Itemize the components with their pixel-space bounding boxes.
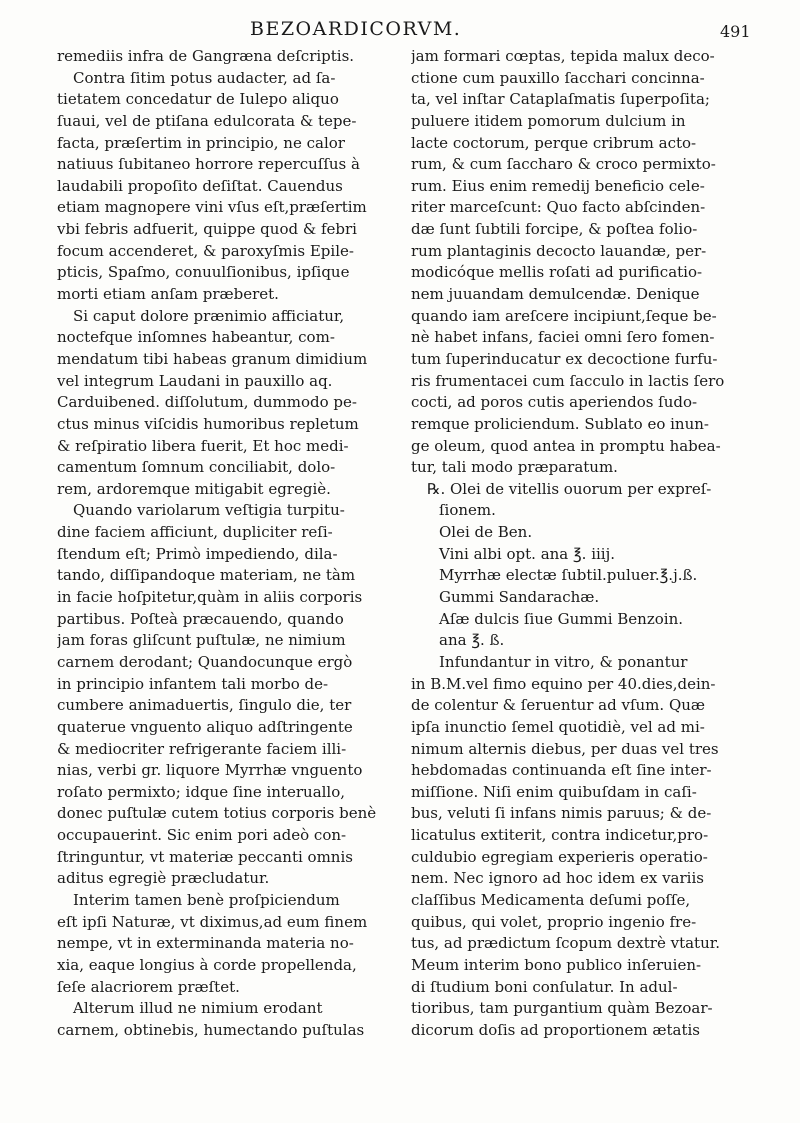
text-line: carnem, obtinebis, humectando puſtulas: [57, 1020, 365, 1039]
text-line: jam formari cœptas, tepida malux deco-: [411, 47, 715, 65]
text-line: camentum ſomnum conciliabit, dolo-: [57, 458, 336, 477]
right-text-column: [411, 46, 757, 1041]
text-line: ctione cum pauxillo ſacchari concinna-: [411, 68, 705, 87]
text-line: laudabili propoſito deſiſtat. Cauendus: [57, 176, 343, 195]
text-line: eſt ipſi Naturæ, vt diximus,ad eum finem: [57, 912, 368, 931]
text-line: rum plantaginis decocto lauandæ, per-: [411, 241, 707, 260]
text-line: in B.M.vel fimo equino per 40.dies,dein-: [411, 674, 716, 693]
text-line: nem. Nec ignoro ad hoc idem ex variis: [411, 869, 704, 888]
text-line: ge oleum, quod antea in promptu habea-: [411, 436, 721, 455]
left-text-column: [57, 46, 403, 1041]
text-line: bus, veluti ſi infans nimis paruus; & de-: [411, 804, 712, 823]
text-line: Olei de Ben.: [439, 523, 533, 542]
text-line: Aſæ dulcis ſiue Gummi Benzoin.: [439, 609, 684, 628]
text-line: claſſibus Medicamenta deſumi poſſe,: [411, 890, 691, 909]
text-line: occupauerint. Sic enim pori adeò con-: [57, 826, 347, 845]
text-line: rum. Eius enim remedij beneficio cele-: [411, 176, 705, 195]
text-line: Meum interim bono publico inſeruien-: [411, 955, 702, 974]
text-line: roſato permixto; idque ſine interuallo,: [57, 782, 346, 801]
running-head: [0, 18, 800, 48]
text-line: dæ ſunt ſubtili forcipe, & poſtea folio-: [411, 220, 698, 239]
text-line: Quando variolarum veſtigia turpitu-: [73, 501, 345, 520]
text-line: nem juuandam demulcendæ. Denique: [411, 285, 700, 304]
text-line: mendatum tibi habeas granum dimidium: [57, 349, 368, 368]
text-line: cocti, ad poros cutis aperiendos ſudo-: [411, 393, 698, 412]
text-line: nè habet infans, faciei omni ſero fomen-: [411, 328, 715, 347]
text-line: dicorum doſis ad proportionem ætatis: [411, 1020, 700, 1039]
text-line: puluere itidem pomorum dulcium in: [411, 111, 686, 130]
text-line: tus, ad prædictum ſcopum dextrè vtatur.: [411, 934, 721, 953]
page-number: 491: [720, 22, 751, 41]
text-line: dine faciem afficiunt, dupliciter reſi-: [57, 523, 333, 542]
text-line: tioribus, tam purgantium quàm Bezoar-: [411, 999, 713, 1018]
text-line: quaterue vnguento aliquo adſtringente: [57, 717, 353, 736]
text-line: facta, præſertim in principio, ne calor: [57, 133, 345, 152]
text-line: etiam magnopere vini vſus eſt,præſertim: [57, 198, 367, 217]
text-line: & mediocriter refrigerante faciem illi-: [57, 739, 347, 758]
text-line: lacte coctorum, perque cribrum acto-: [411, 133, 697, 152]
text-line: quando iam areſcere incipiunt,ſeque be-: [411, 306, 717, 325]
text-line: di ſtudium boni conſulatur. In adul-: [411, 977, 678, 996]
text-line: Gummi Sandarachæ.: [439, 588, 600, 607]
text-line: vbi febris adfuerit, quippe quod & febri: [57, 220, 357, 239]
text-line: rum, & cum ſaccharo & croco permixto-: [411, 155, 716, 174]
text-line: ſtringuntur, vt materiæ peccanti omnis: [57, 847, 353, 866]
text-line: morti etiam anſam præberet.: [57, 285, 279, 304]
text-line: ſeſe alacriorem præſtet.: [57, 977, 240, 996]
text-line: hebdomadas continuanda eſt ſine inter-: [411, 761, 712, 780]
text-line: ſtendum eſt; Primò impediendo, dila-: [57, 544, 338, 563]
text-line: tum ſuperinducatur ex decoctione furfu-: [411, 349, 718, 368]
text-line: rem, ardoremque mitigabit egregiè.: [57, 479, 331, 498]
text-line: ℞. Olei de vitellis ouorum per expreſ-: [427, 479, 712, 498]
text-line: modicóque mellis roſati ad purificatio-: [411, 263, 703, 282]
text-line: partibus. Poſteà præcauendo, quando: [57, 609, 344, 628]
text-line: remediis infra de Gangræna deſcriptis.: [57, 47, 355, 65]
text-line: ta, vel inſtar Cataplaſmatis ſuperpoſita;: [411, 90, 710, 109]
text-line: xia, eaque longius à corde propellenda,: [57, 955, 357, 974]
text-line: jam foras gliſcunt puſtulæ, ne nimium: [57, 631, 346, 650]
text-line: nimum alternis diebus, per duas vel tres: [411, 739, 719, 758]
text-line: ctus minus viſcidis humoribus repletum: [57, 414, 359, 433]
text-line: tur, tali modo præparatum.: [411, 458, 618, 477]
text-line: tando, diſſipandoque materiam, ne tàm: [57, 566, 356, 585]
text-line: riter marceſcunt: Quo facto abſcinden-: [411, 198, 706, 217]
text-line: in facie hoſpitetur,quàm in aliis corporis: [57, 588, 363, 607]
text-line: natiuus ſubitaneo horrore repercuſſus à: [57, 155, 360, 174]
text-line: & reſpiratio libera fuerit, Et hoc medi-: [57, 436, 349, 455]
text-line: vel integrum Laudani in pauxillo aq.: [57, 371, 333, 390]
text-line: Interim tamen benè proſpiciendum: [73, 890, 340, 909]
text-line: Myrrhæ electæ ſubtil.puluer.℥.j.ß.: [439, 566, 698, 585]
text-line: ris frumentacei cum ſacculo in lactis ſero: [411, 371, 725, 390]
text-line: ſuaui, vel de ptiſana edulcorata & tepe-: [57, 111, 357, 130]
text-line: carnem derodant; Quandocunque ergò: [57, 652, 353, 671]
text-line: focum accenderet, & paroxyſmis Epile-: [57, 241, 354, 260]
text-line: tietatem concedatur de Iulepo aliquo: [57, 90, 339, 109]
text-line: aditus egregiè præcludatur.: [57, 869, 270, 888]
text-line: pticis, Spaſmo, conuulſionibus, ipſique: [57, 263, 350, 282]
text-line: noctefque inſomnes habeantur, com-: [57, 328, 335, 347]
text-line: remque proliciendum. Sublato eo inun-: [411, 414, 709, 433]
text-line: Si caput dolore prænimio afficiatur,: [73, 306, 345, 325]
text-line: nias, verbi gr. liquore Myrrhæ vnguento: [57, 761, 363, 780]
text-line: Alterum illud ne nimium erodant: [73, 999, 323, 1018]
text-line: Contra ſitim potus audacter, ad ſa-: [73, 68, 336, 87]
text-line: donec puſtulæ cutem totius corporis benè: [57, 804, 377, 823]
text-line: de colentur & ſeruentur ad vſum. Quæ: [411, 696, 706, 715]
text-line: in principio infantem tali morbo de-: [57, 674, 329, 693]
text-line: licatulus extiterit, contra indicetur,pro-: [411, 826, 709, 845]
text-line: ana ℥. ß.: [439, 631, 505, 650]
text-line: ſionem.: [439, 501, 496, 520]
running-title: BEZOARDICORVM.: [250, 18, 462, 40]
text-line: cumbere animaduertis, ſingulo die, ter: [57, 696, 352, 715]
text-line: Carduibened. diſſolutum, dummodo pe-: [57, 393, 357, 412]
text-line: quibus, qui volet, proprio ingenio fre-: [411, 912, 697, 931]
text-line: nempe, vt in exterminanda materia no-: [57, 934, 354, 953]
text-line: ipſa inunctio ſemel quotidiè, vel ad mi-: [411, 717, 705, 736]
text-line: miſſione. Niſi enim quibuſdam in caſi-: [411, 782, 697, 801]
text-line: Vini albi opt. ana ℥. iiij.: [439, 544, 616, 563]
text-line: culdubio egregiam experieris operatio-: [411, 847, 708, 866]
text-line: Infundantur in vitro, & ponantur: [439, 652, 688, 671]
